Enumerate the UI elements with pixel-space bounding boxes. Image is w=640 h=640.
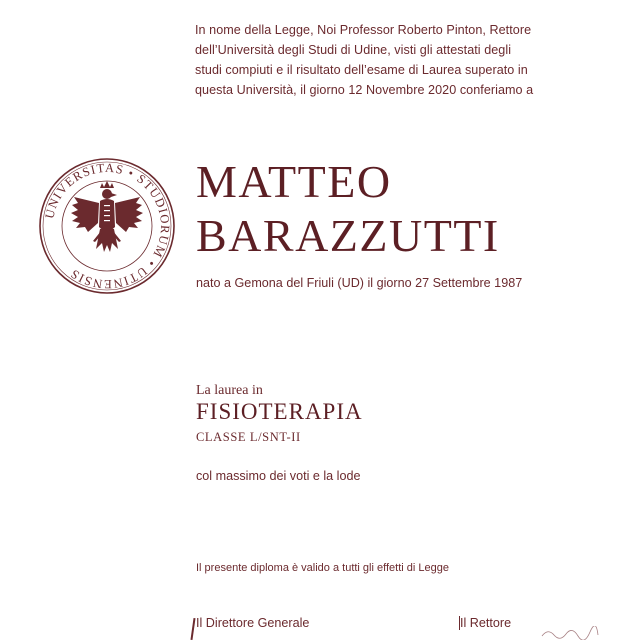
signature-rector-label: Il Rettore	[460, 616, 512, 630]
intro-line: dell’Università degli Studi di Udine, visti gli attestati degli	[195, 43, 512, 57]
university-seal	[38, 157, 176, 295]
degree-class: CLASSE L/SNT-II	[196, 430, 301, 444]
degree-label: La laurea in	[196, 383, 263, 398]
intro-text	[195, 20, 595, 100]
recipient-name	[196, 155, 500, 263]
signature-scribble	[540, 626, 600, 640]
honors-text: col massimo dei voti e la lode	[196, 469, 361, 483]
intro-line: questa Università, il giorno 12 Novembre 2020 conferiamo a	[195, 83, 534, 97]
signature-mark	[190, 618, 195, 640]
seal-icon	[38, 157, 176, 295]
first-name: MATTEO	[196, 156, 392, 207]
degree-title: FISIOTERAPIA	[196, 399, 363, 424]
last-name: BARAZZUTTI	[196, 210, 500, 261]
birth-info: nato a Gemona del Friuli (UD) il giorno 27 Settembre 1987	[196, 276, 523, 290]
intro-line: studi compiuti e il risultato dell’esame di Laurea superato in	[195, 63, 528, 77]
intro-line: In nome della Legge, Noi Professor Roberto Pinton, Rettore	[195, 23, 532, 37]
validity-statement: Il presente diploma è valido a tutti gli effetti di Legge	[196, 562, 449, 574]
signature-director-label: Il Direttore Generale	[196, 616, 310, 630]
eagle-icon	[71, 181, 143, 252]
seal-text: UNIVERSITAS • STUDIORUM • UTINENSIS	[42, 160, 173, 292]
